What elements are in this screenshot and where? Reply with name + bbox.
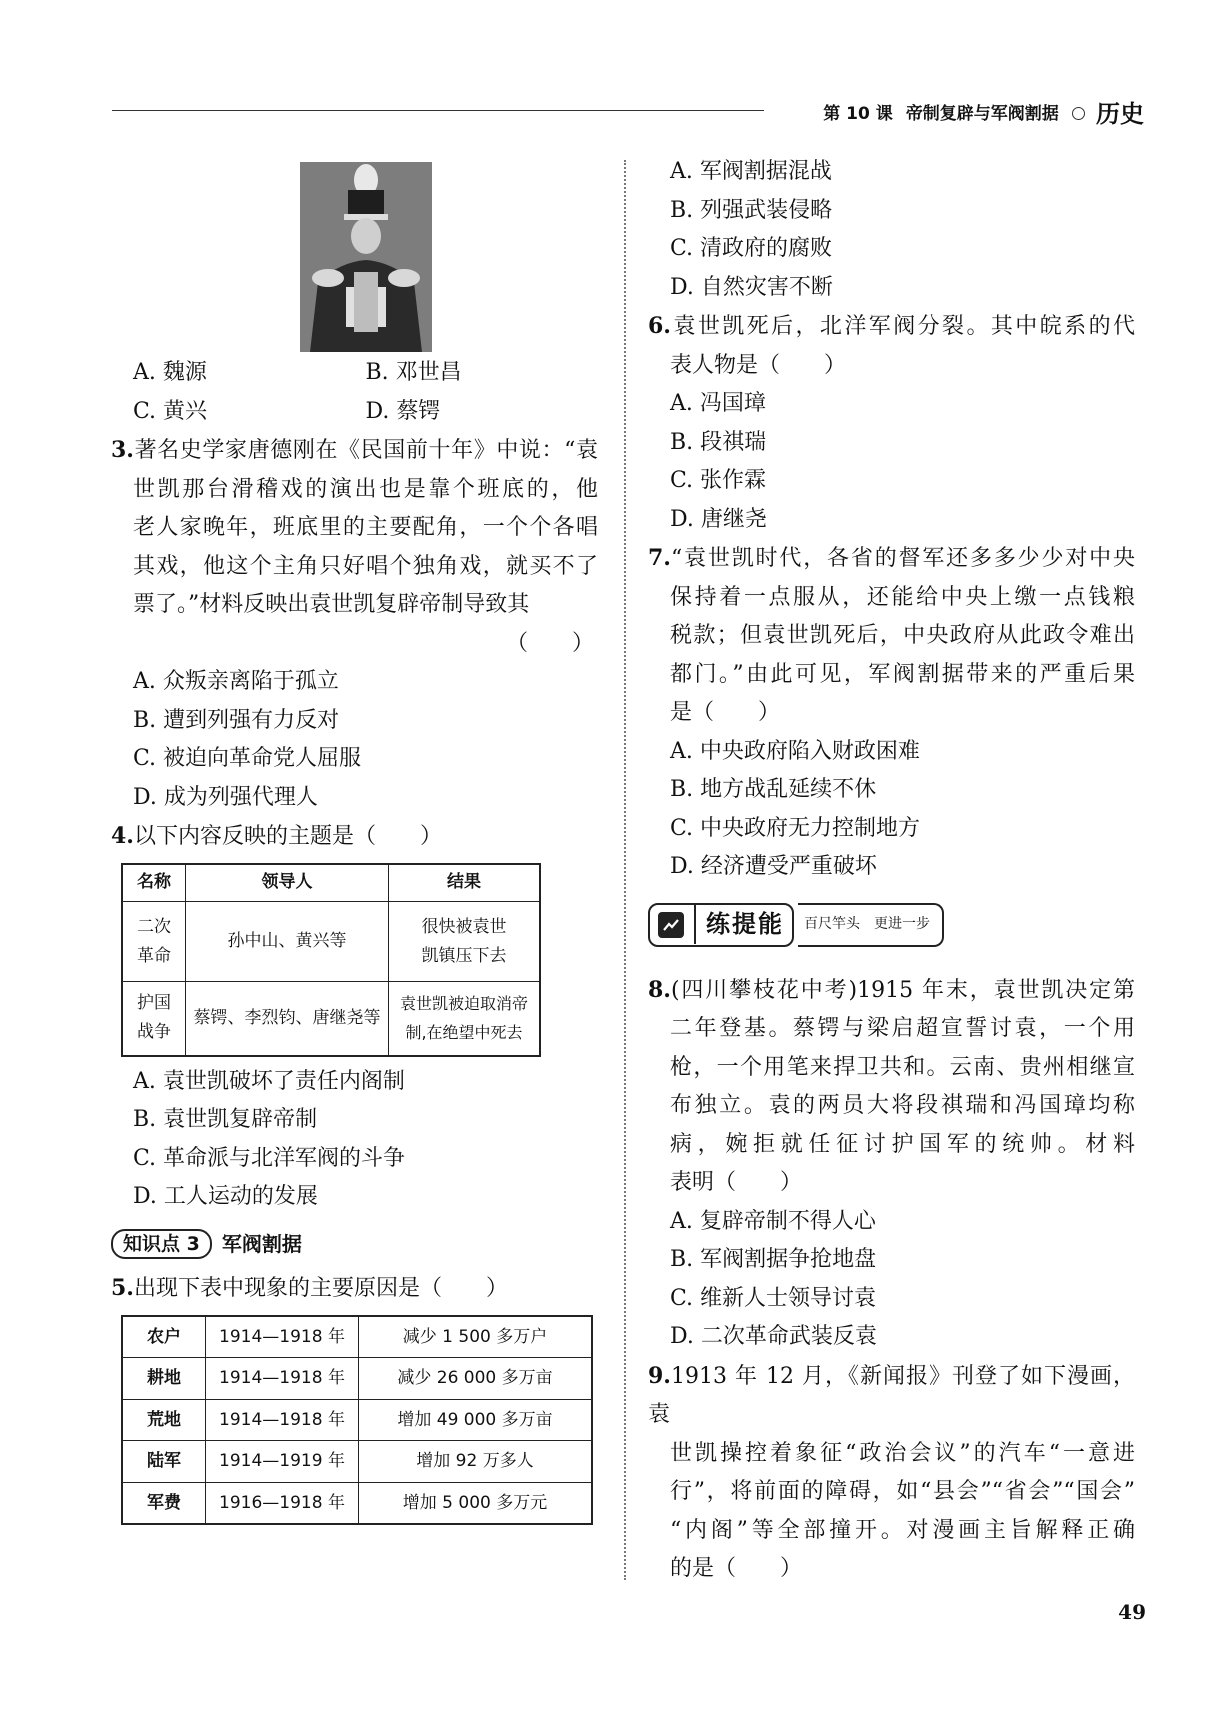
- q4-row2-result-2: 制,在绝望中死去: [405, 1023, 523, 1043]
- table-row: [122, 982, 540, 1056]
- q4-option-b[interactable]: B. 袁世凯复辟帝制: [133, 1107, 318, 1132]
- q5-r5-c1: 军费: [122, 1482, 206, 1524]
- table-row: [122, 1316, 592, 1358]
- subject-label: 历史: [1096, 100, 1144, 128]
- q6-number: 6.: [648, 313, 671, 339]
- q3-number: 3.: [111, 437, 134, 463]
- table-row: [122, 1358, 592, 1400]
- page-number: 49: [1118, 1600, 1146, 1624]
- q5-option-c[interactable]: C. 清政府的腐败: [670, 236, 833, 261]
- right-column: [648, 153, 1135, 1589]
- q4-row2-result-1: 袁世凯被迫取消帝: [399, 994, 528, 1014]
- q9-line-5: 的是（ ）: [670, 1556, 803, 1581]
- q4-row2-leader: 蔡锷、李烈钧、唐继尧等: [186, 982, 389, 1056]
- q9-line-4: “内阁”等全部撞开。对漫画主旨解释正确: [670, 1517, 1135, 1543]
- q3-line-1: 著名史学家唐德刚在《民国前十年》中说：“袁: [133, 438, 598, 463]
- q4-row1-leader: 孙中山、黄兴等: [186, 902, 389, 982]
- q4-row1-result-1: 很快被袁世: [421, 916, 507, 937]
- q6-option-d[interactable]: D. 唐继尧: [670, 506, 767, 532]
- q9-line-2: 世凯操控着象征“政治会议”的汽车“一意进: [670, 1440, 1135, 1466]
- question-7: [648, 539, 1135, 733]
- circle-icon: [1072, 107, 1085, 120]
- practice-banner: [648, 903, 1135, 947]
- knowledge-point-title: 军阀割据: [221, 1231, 302, 1256]
- q7-line-4: 都门。”由此可见，军阀割据带来的严重后果: [670, 661, 1135, 687]
- lesson-title: 帝制复辟与军阀割据: [905, 104, 1059, 124]
- q5-option-b[interactable]: B. 列强武装侵略: [670, 197, 833, 223]
- header-right: [823, 94, 1144, 129]
- q8-line-6: 表明（ ）: [670, 1170, 803, 1195]
- portrait-photo: [300, 162, 432, 352]
- q4-option-a[interactable]: A. 袁世凯破坏了责任内阁制: [133, 1068, 405, 1094]
- q4-table: [121, 863, 541, 1057]
- q3-option-d[interactable]: D. 成为列强代理人: [133, 784, 318, 810]
- q7-line-3: 税款；但袁世凯死后，中央政府从此政令难出: [670, 623, 1135, 648]
- question-5: [111, 1269, 598, 1309]
- q4-number: 4.: [111, 823, 134, 849]
- q6-line-2: 表人物是（ ）: [670, 352, 847, 378]
- q8-line-5: 病，婉拒就任征讨护国军的统帅。材料: [670, 1131, 1135, 1157]
- q7-option-b[interactable]: B. 地方战乱延续不休: [670, 777, 877, 802]
- q8-line-3: 枪，一个用笔来捍卫共和。云南、贵州相继宣: [670, 1054, 1135, 1080]
- q5-r5-c2: 1916—1918 年: [206, 1482, 359, 1524]
- table-row: [122, 1399, 592, 1441]
- q4-row2-name-1: 护国: [137, 993, 171, 1014]
- q3-option-b[interactable]: B. 遭到列强有力反对: [133, 707, 340, 733]
- question-6: [648, 307, 1135, 385]
- q2-option-d[interactable]: D. 蔡锷: [365, 398, 441, 424]
- q4-header-name: 名称: [122, 864, 186, 902]
- q2-option-c[interactable]: C. 黄兴: [133, 398, 208, 424]
- q9-number: 9.: [648, 1362, 671, 1389]
- q5-r3-c3: 增加 49 000 多万亩: [359, 1399, 593, 1441]
- q6-option-b[interactable]: B. 段祺瑞: [670, 429, 767, 455]
- question-8: [648, 971, 1135, 1203]
- q4-stem: 以下内容反映的主题是（ ）: [133, 824, 442, 849]
- q5-r2-c1: 耕地: [122, 1358, 206, 1400]
- q4-header-leader: 领导人: [186, 864, 389, 902]
- q4-option-c[interactable]: C. 革命派与北洋军阀的斗争: [133, 1145, 406, 1171]
- page-header: [112, 88, 1144, 128]
- left-column: [111, 160, 598, 1525]
- q7-option-a[interactable]: A. 中央政府陷入财政困难: [670, 738, 920, 764]
- q5-r2-c2: 1914—1918 年: [206, 1358, 359, 1400]
- q9-line-1: 1913 年 12 月，《新闻报》刊登了如下漫画，袁: [648, 1363, 1135, 1427]
- lesson-number: 第 10 课: [823, 104, 893, 124]
- q8-option-b[interactable]: B. 军阀割据争抢地盘: [670, 1247, 877, 1272]
- banner-subtitle: 百尺竿头 更进一步: [798, 903, 944, 947]
- q8-option-c[interactable]: C. 维新人士领导讨袁: [670, 1285, 877, 1311]
- q5-r4-c1: 陆军: [122, 1441, 206, 1483]
- q5-r2-c3: 减少 26 000 多万亩: [359, 1358, 593, 1400]
- q5-number: 5.: [111, 1275, 134, 1301]
- column-divider: [624, 160, 626, 1580]
- q2-option-b[interactable]: B. 邓世昌: [365, 360, 462, 385]
- q2-options-row2: [133, 393, 598, 432]
- q8-option-d[interactable]: D. 二次革命武装反袁: [670, 1324, 877, 1349]
- q8-number: 8.: [648, 976, 671, 1003]
- q2-options-row1: [133, 354, 598, 393]
- question-9: [648, 1357, 1135, 1589]
- q3-line-3: 老人家晚年，班底里的主要配角，一个个各唱: [133, 515, 598, 540]
- table-row: [122, 1441, 592, 1483]
- q4-row2-name-2: 战争: [137, 1022, 171, 1043]
- q5-r5-c3: 增加 5 000 多万元: [359, 1482, 593, 1524]
- q3-option-c[interactable]: C. 被迫向革命党人屈服: [133, 746, 362, 771]
- q5-r3-c1: 荒地: [122, 1399, 206, 1441]
- q3-option-a[interactable]: A. 众叛亲离陷于孤立: [133, 669, 339, 694]
- banner-box: [648, 903, 794, 947]
- chart-trend-icon: [658, 912, 684, 938]
- q7-option-d[interactable]: D. 经济遭受严重破坏: [670, 854, 877, 879]
- question-4: [111, 817, 598, 857]
- q4-row1-name-2: 革命: [137, 945, 171, 966]
- q4-row1-name-1: 二次: [137, 916, 171, 937]
- q8-line-1: (四川攀枝花中考)1915 年末，袁世凯决定第: [670, 977, 1135, 1003]
- q3-answer-paren[interactable]: （ ）: [505, 630, 594, 656]
- q5-r3-c2: 1914—1918 年: [206, 1399, 359, 1441]
- q7-option-c[interactable]: C. 中央政府无力控制地方: [670, 815, 921, 841]
- table-row: [122, 902, 540, 982]
- q7-number: 7.: [648, 545, 671, 571]
- q5-option-d[interactable]: D. 自然灾害不断: [670, 274, 833, 300]
- q9-line-3: 行”，将前面的障碍，如“县会”“省会”“国会”: [670, 1479, 1135, 1504]
- knowledge-point-header: [111, 1225, 598, 1264]
- q5-r1-c2: 1914—1918 年: [206, 1316, 359, 1358]
- q5-r1-c1: 农户: [122, 1316, 206, 1358]
- q6-option-a[interactable]: A. 冯国璋: [670, 391, 766, 416]
- question-3: [111, 431, 598, 663]
- header-rule: [112, 110, 764, 111]
- q6-line-1: 袁世凯死后，北洋军阀分裂。其中皖系的代: [670, 314, 1135, 339]
- q2-option-a[interactable]: A. 魏源: [133, 360, 207, 385]
- q7-line-5: 是（ ）: [670, 700, 781, 725]
- q4-option-d[interactable]: D. 工人运动的发展: [133, 1184, 318, 1209]
- q5-r4-c3: 增加 92 万多人: [359, 1441, 593, 1483]
- q5-option-a[interactable]: A. 军阀割据混战: [670, 159, 832, 184]
- q3-line-2: 世凯那台滑稽戏的演出也是靠个班底的，他: [133, 476, 598, 502]
- q6-option-c[interactable]: C. 张作霖: [670, 468, 767, 493]
- q5-table: [121, 1315, 593, 1526]
- table-row: [122, 1482, 592, 1524]
- q7-line-2: 保持着一点服从，还能给中央上缴一点钱粮: [670, 584, 1135, 610]
- q5-r4-c2: 1914—1919 年: [206, 1441, 359, 1483]
- banner-title: 练提能: [694, 905, 784, 944]
- q5-r1-c3: 减少 1 500 多万户: [359, 1316, 593, 1358]
- q8-line-4: 布独立。袁的两员大将段祺瑞和冯国璋均称: [670, 1093, 1135, 1118]
- knowledge-point-tag: 知识点 3: [111, 1229, 212, 1259]
- q3-line-5: 票了。”材料反映出袁世凯复辟帝制导致其: [133, 592, 530, 617]
- q4-row1-result-2: 凯镇压下去: [421, 945, 507, 966]
- q8-option-a[interactable]: A. 复辟帝制不得人心: [670, 1208, 876, 1234]
- q8-line-2: 二年登基。蔡锷与梁启超宣誓讨袁，一个用: [670, 1016, 1135, 1041]
- q4-header-result: 结果: [389, 864, 541, 902]
- q5-stem: 出现下表中现象的主要原因是（ ）: [133, 1276, 508, 1301]
- q3-line-4: 其戏，他这个主角只好唱个独角戏，就买不了: [133, 553, 598, 579]
- q7-line-1: “袁世凯时代，各省的督军还多多少少对中央: [670, 546, 1135, 571]
